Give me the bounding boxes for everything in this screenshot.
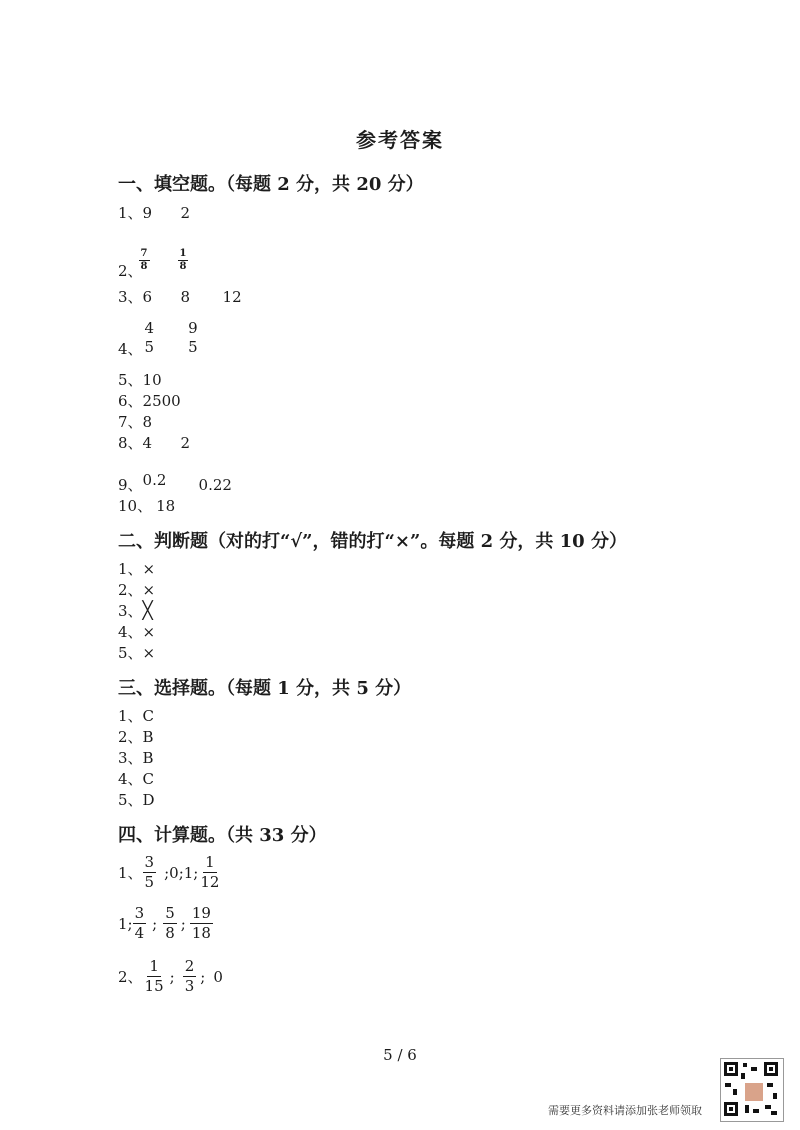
footer-note: 需要更多资料请添加张老师领取 (548, 1104, 702, 1117)
s1-q9 (118, 470, 232, 494)
answer: 0.2 (142, 471, 167, 489)
s3-q3 (118, 749, 154, 767)
q-number: 5、 (118, 644, 143, 662)
answer: B (142, 749, 154, 767)
denominator: 5 (144, 338, 155, 356)
denominator: 3 (184, 977, 195, 995)
answer: × (142, 623, 156, 641)
s1-q2 (118, 240, 188, 280)
separator: ; (180, 914, 186, 933)
q-number: 4、 (118, 623, 143, 641)
s4-r3 (118, 958, 223, 995)
answer: 8 (180, 288, 191, 306)
q-number: 5、 (118, 791, 143, 809)
s4-r1 (118, 854, 221, 891)
answer: 9 (142, 204, 153, 222)
denominator: 8 (179, 260, 187, 272)
denominator: 5 (188, 338, 198, 356)
numerator: 1 (179, 247, 187, 259)
q-number: 2、 (118, 728, 143, 746)
s1-q1 (118, 204, 190, 222)
answer: × (142, 644, 156, 662)
numerator: 2 (184, 957, 195, 975)
section-2-heading: 二、判断题（对的打“√”，错的打“×”。每题 2 分，共 10 分） (118, 531, 627, 552)
s2-q4 (118, 623, 155, 641)
fraction (198, 854, 221, 891)
q-number: 9、 (118, 476, 143, 494)
answer: D (142, 791, 155, 809)
s2-q5 (118, 644, 155, 662)
denominator: 18 (191, 924, 211, 942)
q-number: 1、 (118, 707, 143, 725)
denominator: 8 (165, 924, 175, 942)
fraction (139, 249, 150, 272)
numerator: 3 (144, 853, 155, 871)
s3-q4 (118, 770, 154, 788)
q-number: 3、 (118, 749, 143, 767)
fraction (190, 905, 213, 942)
answer: × (142, 581, 156, 599)
s3-q5 (118, 791, 155, 809)
answer: × (142, 560, 156, 578)
numerator: 4 (144, 319, 155, 337)
lead-value: 1; (118, 914, 133, 933)
s1-q6 (118, 392, 181, 410)
fraction (143, 958, 166, 995)
answer: ╳ (142, 601, 153, 621)
fraction (143, 854, 157, 891)
denominator: 15 (144, 977, 164, 995)
numerator: 19 (191, 904, 211, 922)
q-number: 8、 (118, 434, 143, 452)
q-number: 10、 (118, 497, 153, 515)
s1-q7 (118, 413, 152, 431)
q-number: 5、 (118, 371, 143, 389)
answer: 2 (180, 434, 191, 452)
s2-q2 (118, 581, 155, 599)
q-number: 3、 (118, 288, 143, 306)
q-number: 2、 (118, 262, 143, 280)
fraction (163, 905, 177, 942)
s1-q8 (118, 434, 190, 452)
fraction (186, 320, 200, 356)
answer: 0.22 (198, 476, 232, 494)
section-1-heading: 一、填空题。（每题 2 分，共 20 分） (118, 174, 424, 195)
numerator: 1 (205, 853, 215, 871)
q-number: 3、 (118, 602, 143, 620)
s1-q10 (118, 497, 175, 515)
answer: 12 (222, 288, 242, 306)
answer: 4 (142, 434, 153, 452)
numerator: 9 (188, 319, 198, 337)
section-4-heading: 四、计算题。（共 33 分） (118, 825, 327, 846)
q-number: 1、 (118, 863, 143, 882)
qr-code-icon (720, 1058, 784, 1122)
separator: ; (200, 967, 206, 986)
q-number: 1、 (118, 560, 143, 578)
denominator: 8 (140, 260, 148, 272)
q-number: 1、 (118, 204, 143, 222)
s4-r2 (118, 905, 213, 942)
s2-q1 (118, 560, 155, 578)
answer: 2500 (142, 392, 181, 410)
denominator: 12 (200, 873, 220, 891)
separator: ; (169, 967, 175, 986)
separator: ;0;1; (164, 863, 199, 882)
answer: 2 (180, 204, 191, 222)
answer: C (142, 770, 155, 788)
page-title: 参考答案 (356, 128, 444, 152)
answer: B (142, 728, 154, 746)
q-number: 7、 (118, 413, 143, 431)
answer: 6 (142, 288, 153, 306)
numerator: 1 (149, 957, 159, 975)
fraction (143, 320, 157, 356)
answer: 10 (142, 371, 162, 389)
s1-q4 (118, 318, 200, 358)
q-number: 2、 (118, 581, 143, 599)
page-number: 5 / 6 (383, 1046, 417, 1064)
q-number: 6、 (118, 392, 143, 410)
q-number: 4、 (118, 770, 143, 788)
s2-q3 (118, 602, 153, 620)
q-number: 4、 (118, 340, 143, 358)
numerator: 5 (165, 904, 175, 922)
s3-q2 (118, 728, 154, 746)
fraction (178, 249, 189, 272)
fraction (133, 905, 147, 942)
s1-q3 (118, 288, 242, 306)
answer: 0 (213, 967, 223, 986)
section-3-heading: 三、选择题。（每题 1 分，共 5 分） (118, 678, 412, 699)
s3-q1 (118, 707, 154, 725)
answer: 18 (156, 497, 176, 515)
separator: ; (152, 914, 158, 933)
fraction (183, 958, 197, 995)
answer: C (142, 707, 155, 725)
denominator: 5 (144, 873, 155, 891)
denominator: 4 (134, 924, 145, 942)
q-number: 2、 (118, 967, 143, 986)
s1-q5 (118, 371, 162, 389)
numerator: 7 (140, 247, 148, 259)
answer: 8 (142, 413, 153, 431)
numerator: 3 (134, 904, 145, 922)
